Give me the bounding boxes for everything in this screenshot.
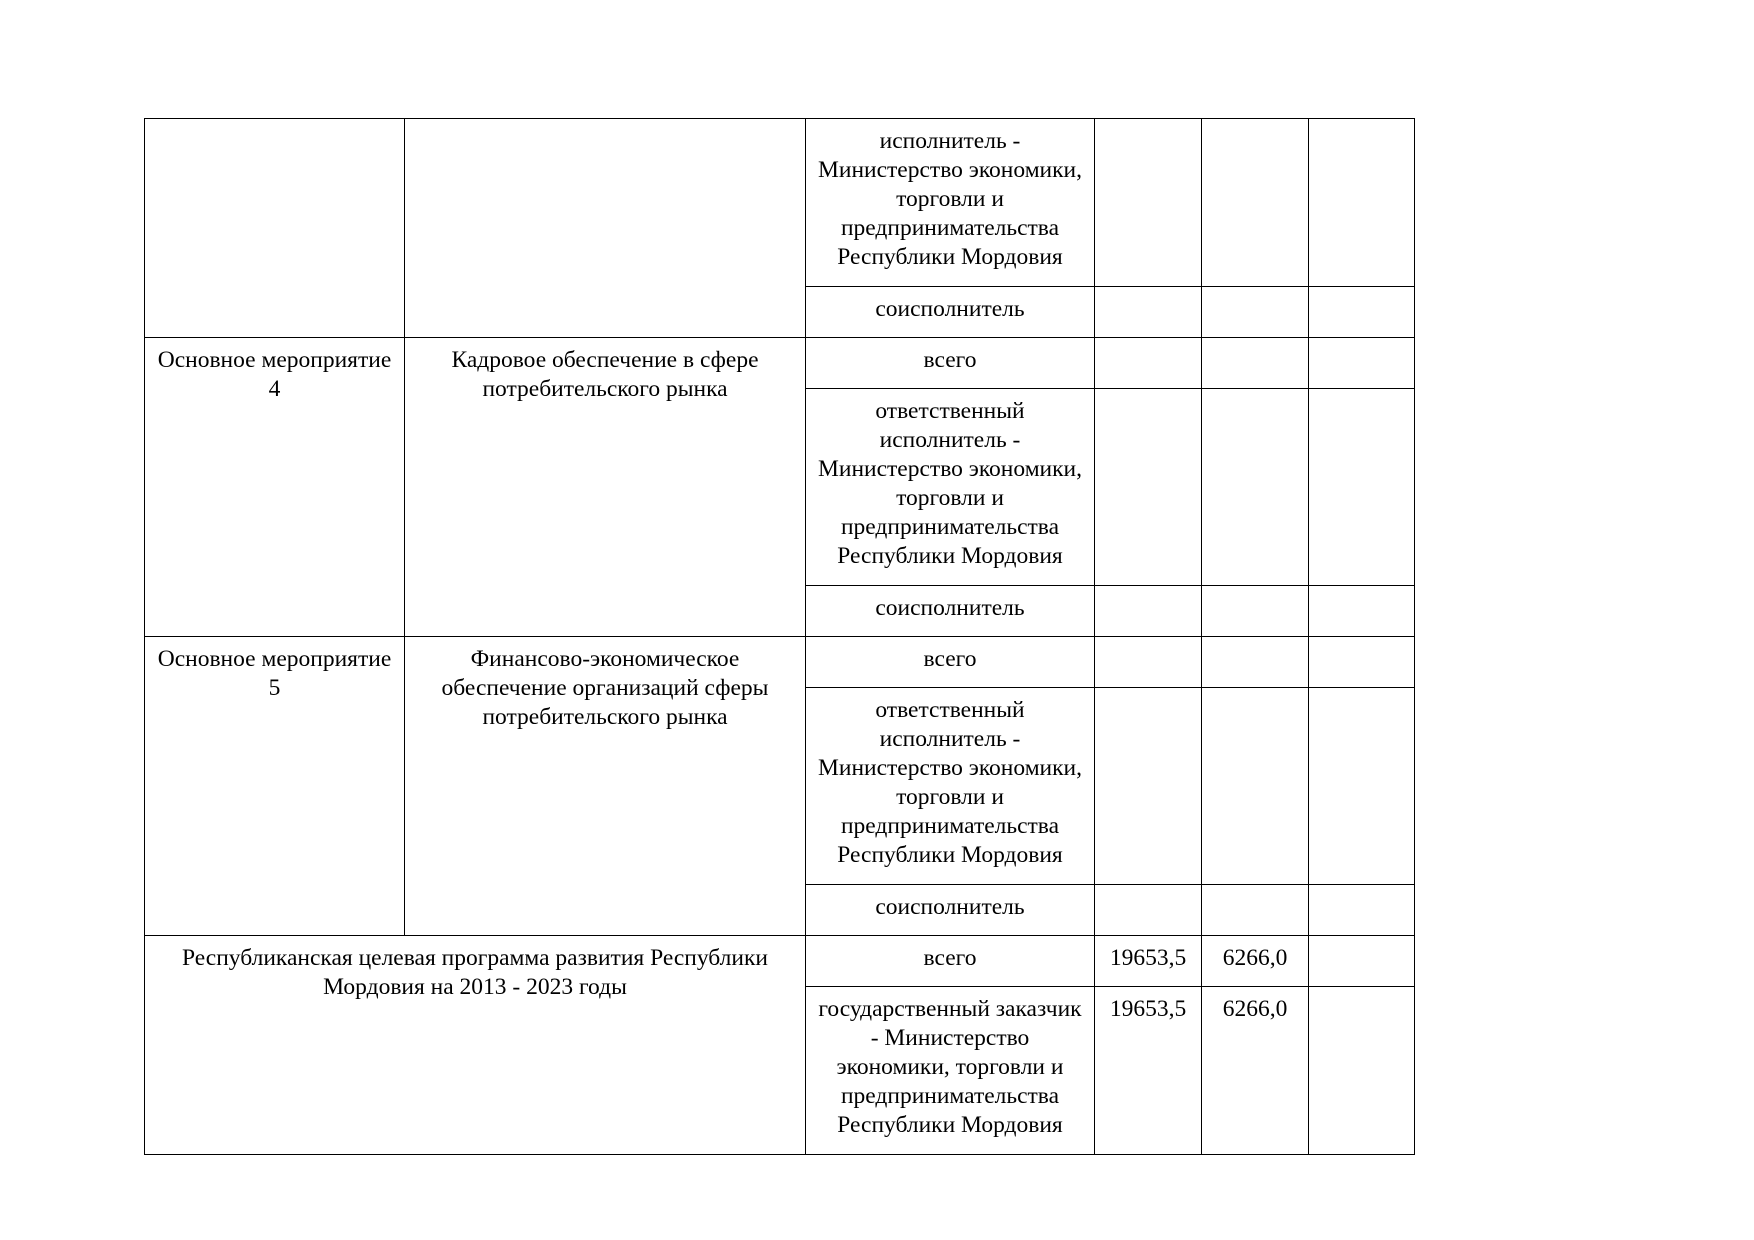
value-cell bbox=[1095, 586, 1202, 637]
activity-description-cell: Финансово-экономическое обеспечение организаций сферы потребительского рынка bbox=[405, 637, 806, 936]
value-cell bbox=[1309, 936, 1415, 987]
state-customer-cell: государственный заказчик - Министерство экономики, торговли и предпринимательства Республики Мордовия bbox=[806, 987, 1095, 1155]
value-cell bbox=[1309, 119, 1415, 287]
value-cell bbox=[1309, 987, 1415, 1155]
activity-description-cell bbox=[405, 119, 806, 338]
table-row bbox=[145, 119, 1415, 287]
table-row bbox=[145, 936, 1415, 987]
value-cell: 6266,0 bbox=[1202, 936, 1309, 987]
responsible-executor-cell: ответственный исполнитель - Министерство экономики, торговли и предпринимательства Республики Мордовия bbox=[806, 688, 1095, 885]
value-cell bbox=[1095, 338, 1202, 389]
executor-cell: исполнитель - Министерство экономики, торговли и предпринимательства Республики Мордовия bbox=[806, 119, 1095, 287]
value-cell bbox=[1095, 885, 1202, 936]
value-cell bbox=[1095, 287, 1202, 338]
program-name-cell: Республиканская целевая программа развития Республики Мордовия на 2013 - 2023 годы bbox=[145, 936, 806, 1155]
value-cell bbox=[1095, 688, 1202, 885]
value-cell bbox=[1202, 287, 1309, 338]
table-row bbox=[145, 637, 1415, 688]
value-cell bbox=[1095, 637, 1202, 688]
value-cell bbox=[1309, 637, 1415, 688]
responsible-executor-cell: ответственный исполнитель - Министерство экономики, торговли и предпринимательства Республики Мордовия bbox=[806, 389, 1095, 586]
coexecutor-cell: соисполнитель bbox=[806, 586, 1095, 637]
total-label-cell: всего bbox=[806, 637, 1095, 688]
activity-name-cell: Основное мероприятие 4 bbox=[145, 338, 405, 637]
value-cell bbox=[1202, 885, 1309, 936]
value-cell bbox=[1309, 287, 1415, 338]
value-cell bbox=[1202, 119, 1309, 287]
value-cell: 19653,5 bbox=[1095, 936, 1202, 987]
value-cell bbox=[1309, 885, 1415, 936]
value-cell: 19653,5 bbox=[1095, 987, 1202, 1155]
value-cell bbox=[1095, 389, 1202, 586]
value-cell bbox=[1309, 338, 1415, 389]
value-cell bbox=[1309, 688, 1415, 885]
value-cell bbox=[1202, 586, 1309, 637]
coexecutor-cell: соисполнитель bbox=[806, 885, 1095, 936]
activity-name-cell bbox=[145, 119, 405, 338]
value-cell bbox=[1202, 688, 1309, 885]
value-cell bbox=[1095, 119, 1202, 287]
value-cell bbox=[1309, 389, 1415, 586]
value-cell bbox=[1202, 338, 1309, 389]
total-label-cell: всего bbox=[806, 936, 1095, 987]
value-cell: 6266,0 bbox=[1202, 987, 1309, 1155]
value-cell bbox=[1202, 389, 1309, 586]
value-cell bbox=[1202, 637, 1309, 688]
activity-name-cell: Основное мероприятие 5 bbox=[145, 637, 405, 936]
table-row bbox=[145, 338, 1415, 389]
total-label-cell: всего bbox=[806, 338, 1095, 389]
coexecutor-cell: соисполнитель bbox=[806, 287, 1095, 338]
value-cell bbox=[1309, 586, 1415, 637]
budget-table bbox=[144, 118, 1415, 1155]
activity-description-cell: Кадровое обеспечение в сфере потребительского рынка bbox=[405, 338, 806, 637]
